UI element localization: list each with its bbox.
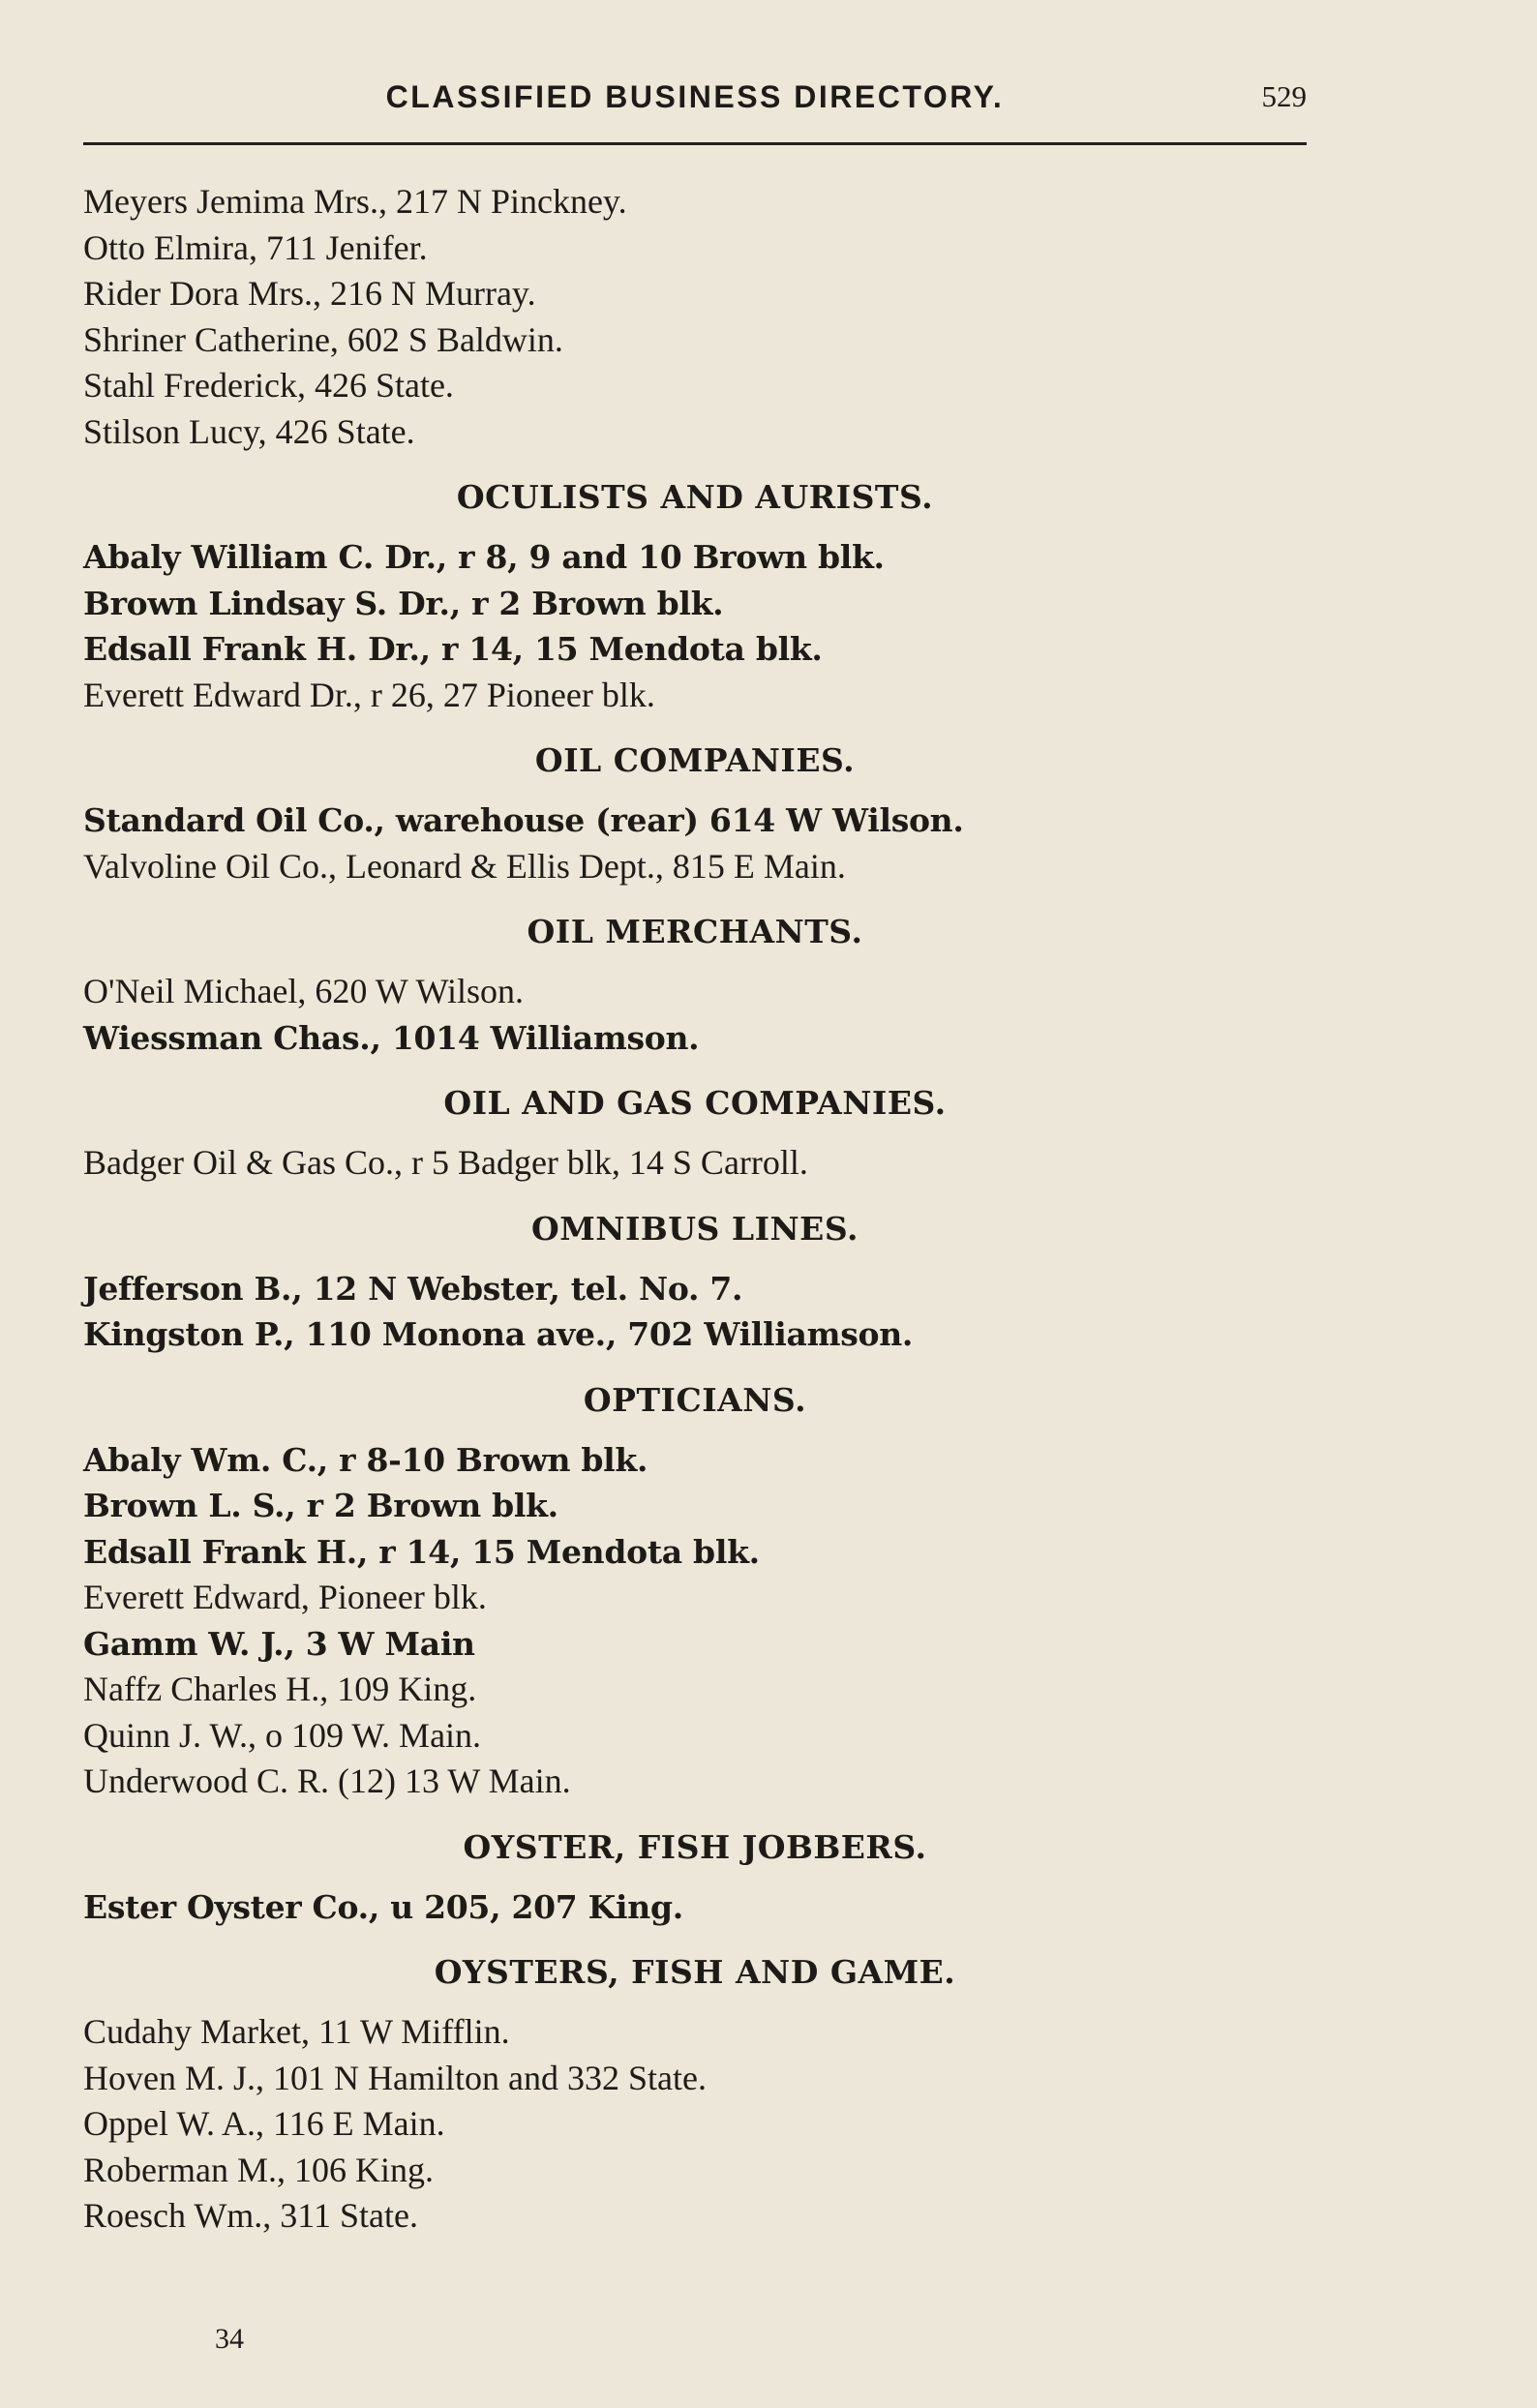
directory-entry: Edsall Frank H., r 14, 15 Mendota blk. bbox=[83, 1532, 760, 1571]
section-heading: OIL AND GAS COMPANIES. bbox=[443, 1084, 947, 1122]
directory-entry: Roberman M., 106 King. bbox=[83, 2150, 434, 2189]
section-heading: OPTICIANS. bbox=[583, 1380, 807, 1419]
directory-entry: Edsall Frank H. Dr., r 14, 15 Mendota blk. bbox=[83, 630, 823, 668]
page-header bbox=[83, 79, 1307, 130]
signature-mark: 34 bbox=[215, 2323, 244, 2355]
directory-entry: Stilson Lucy, 426 State. bbox=[83, 411, 415, 451]
directory-entry: Shriner Catherine, 602 S Baldwin. bbox=[83, 319, 563, 359]
directory-entry: Kingston P., 110 Monona ave., 702 Williamson. bbox=[83, 1315, 914, 1353]
directory-entry: Oppel W. A., 116 E Main. bbox=[83, 2104, 445, 2143]
directory-entry: Gamm W. J., 3 W Main bbox=[83, 1624, 475, 1663]
directory-entry: Stahl Frederick, 426 State. bbox=[83, 366, 454, 405]
directory-entry: Abaly Wm. C., r 8-10 Brown blk. bbox=[83, 1440, 648, 1479]
directory-entry: Hoven M. J., 101 N Hamilton and 332 State. bbox=[83, 2058, 707, 2097]
directory-entry: Quinn J. W., o 109 W. Main. bbox=[83, 1715, 482, 1755]
section-heading: OYSTERS, FISH AND GAME. bbox=[434, 1953, 956, 1991]
directory-entry: Cudahy Market, 11 W Mifflin. bbox=[83, 2012, 510, 2051]
directory-entry: Brown Lindsay S. Dr., r 2 Brown blk. bbox=[83, 584, 724, 622]
directory-entry: Everett Edward Dr., r 26, 27 Pioneer blk. bbox=[83, 675, 655, 714]
directory-entry: Otto Elmira, 711 Jenifer. bbox=[83, 227, 428, 267]
directory-entry: Everett Edward, Pioneer blk. bbox=[83, 1578, 487, 1616]
directory-entry: Valvoline Oil Co., Leonard & Ellis Dept., 815 E Main. bbox=[83, 846, 846, 886]
section-heading: OIL COMPANIES. bbox=[534, 741, 856, 779]
directory-entry: Wiessman Chas., 1014 Williamson. bbox=[83, 1018, 700, 1057]
directory-entry: Naffz Charles H., 109 King. bbox=[83, 1670, 477, 1708]
section-heading: OIL MERCHANTS. bbox=[527, 913, 863, 950]
directory-entry: Brown L. S., r 2 Brown blk. bbox=[83, 1487, 558, 1524]
section-heading: OCULISTS AND AURISTS. bbox=[456, 478, 934, 516]
directory-entry: Underwood C. R. (12) 13 W Main. bbox=[83, 1761, 571, 1800]
header-rule bbox=[83, 142, 1307, 145]
directory-listing bbox=[83, 179, 1307, 2240]
directory-entry: Rider Dora Mrs., 216 N Murray. bbox=[83, 274, 536, 313]
directory-entry: O'Neil Michael, 620 W Wilson. bbox=[83, 972, 524, 1010]
page-number: 529 bbox=[1261, 79, 1307, 113]
directory-entry: Badger Oil & Gas Co., r 5 Badger blk, 14 S Carroll. bbox=[83, 1143, 808, 1182]
directory-entry: Standard Oil Co., warehouse (rear) 614 W Wilson. bbox=[83, 801, 964, 839]
directory-entry: Abaly William C. Dr., r 8, 9 and 10 Brown blk. bbox=[83, 538, 885, 576]
running-title: CLASSIFIED BUSINESS DIRECTORY. bbox=[385, 79, 1005, 114]
directory-entry: Jefferson B., 12 N Webster, tel. No. 7. bbox=[83, 1269, 743, 1308]
directory-entry: Meyers Jemima Mrs., 217 N Pinckney. bbox=[83, 182, 627, 221]
section-heading: OYSTER, FISH JOBBERS. bbox=[463, 1827, 927, 1866]
directory-entry: Ester Oyster Co., u 205, 207 King. bbox=[83, 1887, 683, 1926]
directory-entry: Roesch Wm., 311 State. bbox=[83, 2196, 418, 2235]
section-heading: OMNIBUS LINES. bbox=[531, 1209, 859, 1248]
